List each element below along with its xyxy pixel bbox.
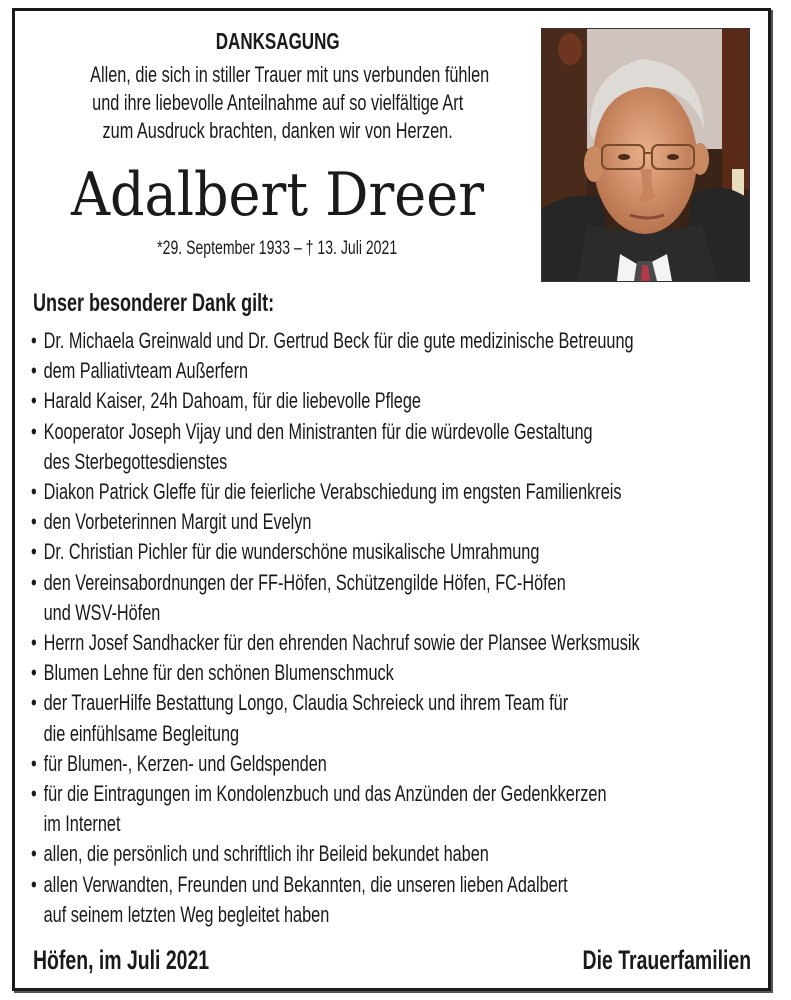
- deceased-name: Adalbert Dreer: [70, 160, 485, 230]
- bullet-icon: •: [31, 781, 37, 807]
- list-item: • Blumen Lehne für den schönen Blumenschmuck: [31, 658, 756, 688]
- list-item: • allen, die persönlich und schriftlich ihr Beileid bekundet haben: [31, 839, 756, 869]
- list-item: • dem Palliativteam Außerfern: [31, 356, 756, 386]
- intro-line: und ihre liebevolle Anteilnahme auf so vielfältige Art: [91, 90, 464, 115]
- list-item: • der TrauerHilfe Bestattung Longo, Claudia Schreieck und ihrem Team für die einfühlsame Begleitung: [31, 690, 569, 746]
- list-item: • Dr. Christian Pichler für die wunderschöne musikalische Umrahmung: [31, 537, 756, 567]
- intro-line: zum Ausdruck brachten, danken wir von Herzen.: [102, 118, 453, 143]
- life-dates: *29. September 1933 – † 13. Juli 2021: [157, 238, 398, 259]
- notice-title: DANKSAGUNG: [215, 28, 340, 54]
- portrait-image: [542, 29, 749, 281]
- bullet-icon: •: [31, 871, 37, 897]
- thanks-list: [31, 326, 756, 930]
- bullet-icon: •: [31, 630, 37, 656]
- bullet-icon: •: [31, 328, 37, 353]
- list-item: • allen Verwandten, Freunden und Bekannten, die unseren lieben Adalbert auf seinem letzten Weg begleitet haben: [31, 871, 568, 927]
- intro-line: Allen, die sich in stiller Trauer mit uns verbunden fühlen: [90, 62, 490, 87]
- thanks-heading: Unser besonderer Dank gilt:: [33, 289, 275, 317]
- bullet-icon: •: [31, 569, 37, 595]
- list-item: • Herrn Josef Sandhacker für den ehrenden Nachruf sowie der Plansee Werksmusik: [31, 628, 756, 658]
- bullet-icon: •: [31, 841, 37, 867]
- list-item: • den Vorbeterinnen Margit und Evelyn: [31, 507, 756, 537]
- list-item: • für Blumen-, Kerzen- und Geldspenden: [31, 749, 756, 779]
- list-item: • für die Eintragungen im Kondolenzbuch und das Anzünden der Gedenkkerzen im Internet: [31, 781, 607, 837]
- list-item: • Dr. Michaela Greinwald und Dr. Gertrud Beck für die gute medizinische Betreuung: [31, 326, 756, 356]
- place-date: Höfen, im Juli 2021: [33, 945, 210, 975]
- bullet-icon: •: [31, 479, 37, 505]
- bullet-icon: •: [31, 388, 37, 414]
- bullet-icon: •: [31, 690, 37, 716]
- bullet-icon: •: [31, 418, 37, 444]
- list-item: • Kooperator Joseph Vijay und den Ministranten für die würdevolle Gestaltung des Sterbegottesdienstes: [31, 418, 593, 474]
- bullet-icon: •: [31, 358, 37, 384]
- signature: Die Trauerfamilien: [582, 945, 751, 975]
- bullet-icon: •: [31, 660, 37, 686]
- bullet-icon: •: [31, 750, 37, 776]
- list-item: • Harald Kaiser, 24h Dahoam, für die liebevolle Pflege: [31, 386, 756, 416]
- portrait-photo: [541, 28, 750, 282]
- bullet-icon: •: [31, 509, 37, 535]
- list-item: • Diakon Patrick Gleffe für die feierliche Verabschiedung im engsten Familienkreis: [31, 477, 756, 507]
- list-item: • den Vereinsabordnungen der FF-Höfen, Schützengilde Höfen, FC-Höfen und WSV-Höfen: [31, 569, 566, 625]
- bullet-icon: •: [31, 539, 37, 565]
